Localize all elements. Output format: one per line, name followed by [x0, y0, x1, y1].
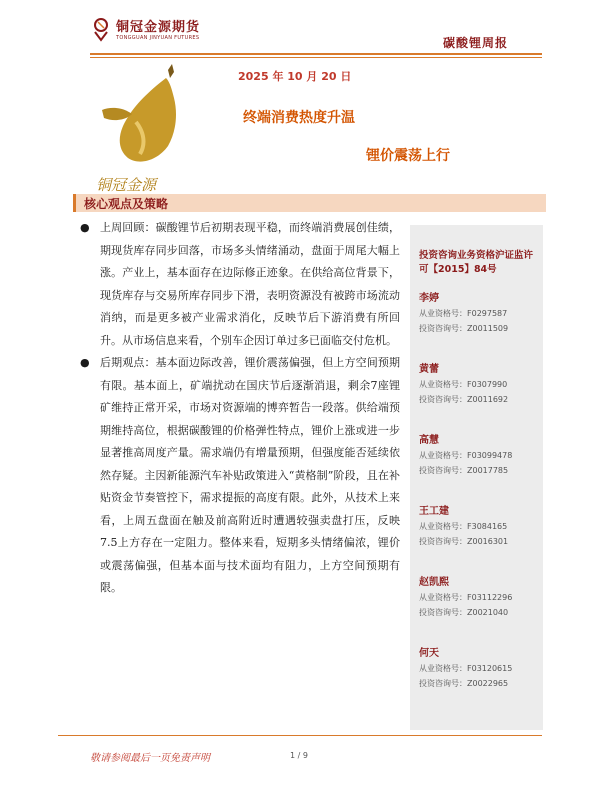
practice-license: 从业资格号：F3084165 — [419, 522, 508, 531]
analyst-card — [419, 646, 537, 691]
disclaimer-note: 敬请参阅最后一页免责声明 — [90, 753, 210, 764]
analyst-card — [419, 362, 537, 407]
paragraph-review-text: 上周回顾：碳酸锂节后初期表现平稳，而终端消费展创佳绩，期现货库存同步回落，市场多头情绪涌动，盘面于周尾大幅上涨。产业上，基本面存在边际修正迹象。在供给高位背景下，现货库存与交易所库存同步下滑，表明资源没有被跨市场流动消纳，而是更多被产业需求消化，反映节后下游消费有所回升。从市场信息来看，个别车企因订单过多已面临交付危机。 — [100, 221, 400, 347]
analyst-name: 何天 — [419, 648, 439, 659]
company-name-en: TONGGUAN JINYUAN FUTURES — [116, 35, 200, 41]
consult-license: 投资咨询号：Z0017785 — [419, 466, 509, 475]
company-logo-icon — [90, 16, 112, 42]
company-logo — [90, 14, 220, 48]
consult-license: 投资咨询号：Z0021040 — [419, 608, 509, 617]
paragraph-review — [78, 217, 400, 352]
section-title: 核心观点及策略 — [84, 197, 169, 211]
bullet-icon: ● — [80, 356, 90, 369]
page-number: 1 / 9 — [290, 751, 308, 760]
analyst-card — [419, 433, 537, 478]
header-rule-thin — [90, 57, 542, 58]
analyst-card — [419, 291, 537, 336]
consult-license: 投资咨询号：Z0016301 — [419, 537, 509, 546]
calligraphy-signature: 铜冠金源 — [96, 176, 157, 194]
report-date: 2025 年 10 月 20 日 — [238, 70, 352, 83]
analyst-card — [419, 504, 537, 549]
practice-license: 从业资格号：F03120615 — [419, 664, 513, 673]
bullet-icon: ● — [80, 221, 90, 234]
calligraphy-brush-graphic — [88, 62, 208, 197]
analyst-name: 黄蕾 — [419, 364, 439, 375]
license-heading: 投资咨询业务资格沪证监许可【2015】84号 — [419, 250, 534, 275]
analyst-name: 王工建 — [419, 506, 449, 517]
analyst-sidebar — [410, 225, 543, 730]
practice-license: 从业资格号：F03099478 — [419, 451, 513, 460]
footer-rule — [58, 735, 542, 736]
practice-license: 从业资格号：F03112296 — [419, 593, 513, 602]
consult-license: 投资咨询号：Z0011692 — [419, 395, 509, 404]
analyst-card — [419, 575, 537, 620]
company-name-cn: 铜冠金源期货 — [116, 20, 201, 35]
consult-license: 投资咨询号：Z0011509 — [419, 324, 509, 333]
sub-title: 锂价震荡上行 — [366, 148, 450, 164]
header-rule — [90, 53, 542, 55]
paragraph-outlook — [78, 352, 400, 600]
analyst-name: 李婷 — [419, 293, 439, 304]
paragraph-outlook-text: 后期观点：基本面边际改善，锂价震荡偏强，但上方空间预期有限。基本面上，矿端扰动在国庆节后逐渐消退，剩余7座锂矿维持正常开采，市场对资源端的博弈暂告一段落。供给端预期维持高位，根据碳酸锂的价格弹性特点，锂价上涨或进一步显著推高周度产量。需求端仍有增量预期，但强度能否延续依然存疑。主因新能源汽车补贴政策进入“黄格制”阶段，且在补贴资金节奏管控下，需求提振的高度有限。此外，从技术上来看，上周五盘面在触及前高附近时遭遇较强卖盘打压，反映7.5上方存在一定阻力。整体来看，短期多头情绪偏浓，锂价或震荡偏强，但基本面与技术面均有阻力，上方空间预期有限。 — [100, 356, 400, 594]
analyst-name: 高慧 — [419, 435, 439, 446]
consult-license: 投资咨询号：Z0022965 — [419, 679, 509, 688]
practice-license: 从业资格号：F0297587 — [419, 309, 508, 318]
analyst-name: 赵凯熙 — [419, 577, 449, 588]
core-views-body — [78, 217, 400, 600]
main-title: 终端消费热度升温 — [243, 110, 355, 126]
report-type: 碳酸锂周报 — [442, 36, 508, 50]
practice-license: 从业资格号：F0307990 — [419, 380, 508, 389]
section-header — [73, 194, 546, 212]
